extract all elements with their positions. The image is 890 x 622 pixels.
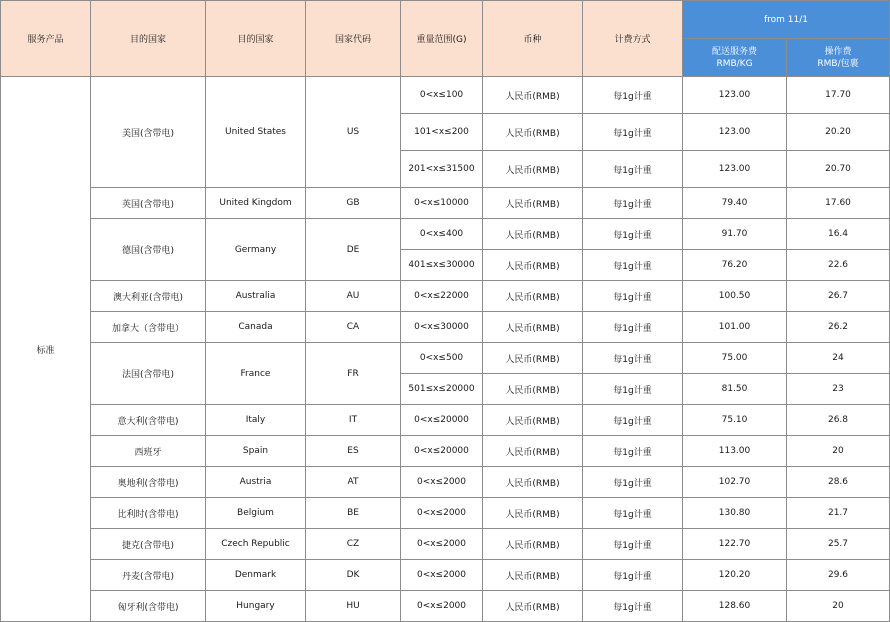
table-row [1, 529, 890, 560]
country-name-en-cell: United States [206, 77, 306, 188]
header-operation-fee [787, 39, 890, 77]
billing-method-cell: 每1g计重 [583, 343, 683, 374]
delivery-fee-cell: 130.80 [683, 498, 787, 529]
operation-fee-cell: 16.4 [787, 219, 890, 250]
country-name-en-cell: Czech Republic [206, 529, 306, 560]
weight-range-cell: 0<x≤500 [401, 343, 483, 374]
country-name-cn-cell: 奥地利(含带电) [91, 467, 206, 498]
currency-cell: 人民币(RMB) [483, 77, 583, 114]
currency-cell: 人民币(RMB) [483, 281, 583, 312]
country-name-cn-cell: 加拿大（含带电） [91, 312, 206, 343]
delivery-fee-cell: 102.70 [683, 467, 787, 498]
country-name-cn-cell: 德国(含带电) [91, 219, 206, 281]
weight-range-cell: 401≤x≤30000 [401, 250, 483, 281]
currency-cell: 人民币(RMB) [483, 312, 583, 343]
country-name-en-cell: France [206, 343, 306, 405]
table-row [1, 591, 890, 622]
table-row [1, 312, 890, 343]
delivery-fee-cell: 79.40 [683, 188, 787, 219]
country-name-cn-cell: 匈牙利(含带电) [91, 591, 206, 622]
weight-range-cell: 0<x≤2000 [401, 591, 483, 622]
operation-fee-cell: 24 [787, 343, 890, 374]
header-dest-country-en: 目的国家 [206, 1, 306, 77]
currency-cell: 人民币(RMB) [483, 436, 583, 467]
operation-fee-cell: 22.6 [787, 250, 890, 281]
header-country-code: 国家代码 [306, 1, 401, 77]
delivery-fee-cell: 76.20 [683, 250, 787, 281]
table-row [1, 405, 890, 436]
table-row [1, 188, 890, 219]
currency-cell: 人民币(RMB) [483, 374, 583, 405]
weight-range-cell: 0<x≤2000 [401, 498, 483, 529]
header-currency: 币种 [483, 1, 583, 77]
table-row [1, 467, 890, 498]
billing-method-cell: 每1g计重 [583, 591, 683, 622]
operation-fee-cell: 17.60 [787, 188, 890, 219]
delivery-fee-cell: 123.00 [683, 151, 787, 188]
delivery-fee-cell: 75.10 [683, 405, 787, 436]
country-code-cell: FR [306, 343, 401, 405]
billing-method-cell: 每1g计重 [583, 498, 683, 529]
delivery-fee-cell: 128.60 [683, 591, 787, 622]
country-name-en-cell: Canada [206, 312, 306, 343]
delivery-fee-cell: 120.20 [683, 560, 787, 591]
country-name-cn-cell: 意大利(含带电) [91, 405, 206, 436]
country-code-cell: DE [306, 219, 401, 281]
currency-cell: 人民币(RMB) [483, 405, 583, 436]
billing-method-cell: 每1g计重 [583, 405, 683, 436]
weight-range-cell: 0<x≤30000 [401, 312, 483, 343]
weight-range-cell: 0<x≤2000 [401, 529, 483, 560]
currency-cell: 人民币(RMB) [483, 467, 583, 498]
operation-fee-cell: 28.6 [787, 467, 890, 498]
currency-cell: 人民币(RMB) [483, 560, 583, 591]
country-name-en-cell: Italy [206, 405, 306, 436]
billing-method-cell: 每1g计重 [583, 529, 683, 560]
delivery-fee-cell: 123.00 [683, 114, 787, 151]
delivery-fee-cell: 91.70 [683, 219, 787, 250]
header-weight-range: 重量范围(G) [401, 1, 483, 77]
weight-range-cell: 0<x≤22000 [401, 281, 483, 312]
table-row [1, 281, 890, 312]
billing-method-cell: 每1g计重 [583, 114, 683, 151]
currency-cell: 人民币(RMB) [483, 591, 583, 622]
weight-range-cell: 0<x≤10000 [401, 188, 483, 219]
operation-fee-cell: 20.20 [787, 114, 890, 151]
table-row [1, 436, 890, 467]
country-name-cn-cell: 法国(含带电) [91, 343, 206, 405]
delivery-fee-cell: 100.50 [683, 281, 787, 312]
country-name-cn-cell: 西班牙 [91, 436, 206, 467]
country-name-en-cell: Hungary [206, 591, 306, 622]
country-name-cn-cell: 澳大利亚(含带电) [91, 281, 206, 312]
header-delivery-fee-line2: RMB/KG [716, 58, 753, 69]
country-code-cell: BE [306, 498, 401, 529]
billing-method-cell: 每1g计重 [583, 281, 683, 312]
country-name-cn-cell: 捷克(含带电) [91, 529, 206, 560]
weight-range-cell: 501≤x≤20000 [401, 374, 483, 405]
delivery-fee-cell: 123.00 [683, 77, 787, 114]
country-code-cell: US [306, 77, 401, 188]
currency-cell: 人民币(RMB) [483, 498, 583, 529]
weight-range-cell: 0<x≤20000 [401, 436, 483, 467]
delivery-fee-cell: 113.00 [683, 436, 787, 467]
billing-method-cell: 每1g计重 [583, 436, 683, 467]
currency-cell: 人民币(RMB) [483, 529, 583, 560]
billing-method-cell: 每1g计重 [583, 312, 683, 343]
country-name-cn-cell: 丹麦(含带电) [91, 560, 206, 591]
delivery-fee-cell: 101.00 [683, 312, 787, 343]
operation-fee-cell: 26.8 [787, 405, 890, 436]
table-row [1, 343, 890, 374]
operation-fee-cell: 29.6 [787, 560, 890, 591]
billing-method-cell: 每1g计重 [583, 560, 683, 591]
operation-fee-cell: 25.7 [787, 529, 890, 560]
billing-method-cell: 每1g计重 [583, 151, 683, 188]
table-row [1, 77, 890, 114]
weight-range-cell: 0<x≤100 [401, 77, 483, 114]
table-header [1, 1, 890, 77]
weight-range-cell: 0<x≤2000 [401, 467, 483, 498]
weight-range-cell: 0<x≤20000 [401, 405, 483, 436]
header-delivery-fee [683, 39, 787, 77]
operation-fee-cell: 26.2 [787, 312, 890, 343]
currency-cell: 人民币(RMB) [483, 114, 583, 151]
country-code-cell: GB [306, 188, 401, 219]
weight-range-cell: 101<x≤200 [401, 114, 483, 151]
billing-method-cell: 每1g计重 [583, 188, 683, 219]
billing-method-cell: 每1g计重 [583, 374, 683, 405]
billing-method-cell: 每1g计重 [583, 250, 683, 281]
country-code-cell: CA [306, 312, 401, 343]
operation-fee-cell: 20 [787, 436, 890, 467]
header-delivery-fee-line1: 配送服务费 [711, 46, 757, 57]
country-name-cn-cell: 英国(含带电) [91, 188, 206, 219]
operation-fee-cell: 20.70 [787, 151, 890, 188]
operation-fee-cell: 20 [787, 591, 890, 622]
service-product-cell: 标准 [1, 77, 91, 622]
country-code-cell: ES [306, 436, 401, 467]
country-code-cell: AT [306, 467, 401, 498]
billing-method-cell: 每1g计重 [583, 219, 683, 250]
billing-method-cell: 每1g计重 [583, 77, 683, 114]
delivery-fee-cell: 81.50 [683, 374, 787, 405]
country-name-en-cell: Germany [206, 219, 306, 281]
currency-cell: 人民币(RMB) [483, 188, 583, 219]
operation-fee-cell: 17.70 [787, 77, 890, 114]
country-name-cn-cell: 比利时(含带电) [91, 498, 206, 529]
weight-range-cell: 0<x≤400 [401, 219, 483, 250]
header-dest-country-cn: 目的国家 [91, 1, 206, 77]
operation-fee-cell: 26.7 [787, 281, 890, 312]
country-code-cell: AU [306, 281, 401, 312]
currency-cell: 人民币(RMB) [483, 219, 583, 250]
weight-range-cell: 0<x≤2000 [401, 560, 483, 591]
header-service-product: 服务产品 [1, 1, 91, 77]
country-name-en-cell: Denmark [206, 560, 306, 591]
country-name-en-cell: Australia [206, 281, 306, 312]
table-body [1, 77, 890, 622]
table-row [1, 560, 890, 591]
country-name-en-cell: Austria [206, 467, 306, 498]
header-date-label: from 11/1 [683, 1, 890, 39]
country-name-en-cell: Belgium [206, 498, 306, 529]
country-name-en-cell: Spain [206, 436, 306, 467]
currency-cell: 人民币(RMB) [483, 250, 583, 281]
operation-fee-cell: 21.7 [787, 498, 890, 529]
country-code-cell: CZ [306, 529, 401, 560]
currency-cell: 人民币(RMB) [483, 343, 583, 374]
header-operation-fee-line2: RMB/包裹 [817, 58, 859, 69]
country-code-cell: IT [306, 405, 401, 436]
country-code-cell: DK [306, 560, 401, 591]
operation-fee-cell: 23 [787, 374, 890, 405]
header-billing-method: 计费方式 [583, 1, 683, 77]
table-row [1, 498, 890, 529]
table-row [1, 219, 890, 250]
delivery-fee-cell: 75.00 [683, 343, 787, 374]
country-name-cn-cell: 美国(含带电) [91, 77, 206, 188]
header-operation-fee-line1: 操作费 [824, 46, 852, 57]
country-name-en-cell: United Kingdom [206, 188, 306, 219]
currency-cell: 人民币(RMB) [483, 151, 583, 188]
delivery-fee-cell: 122.70 [683, 529, 787, 560]
weight-range-cell: 201<x≤31500 [401, 151, 483, 188]
country-code-cell: HU [306, 591, 401, 622]
billing-method-cell: 每1g计重 [583, 467, 683, 498]
